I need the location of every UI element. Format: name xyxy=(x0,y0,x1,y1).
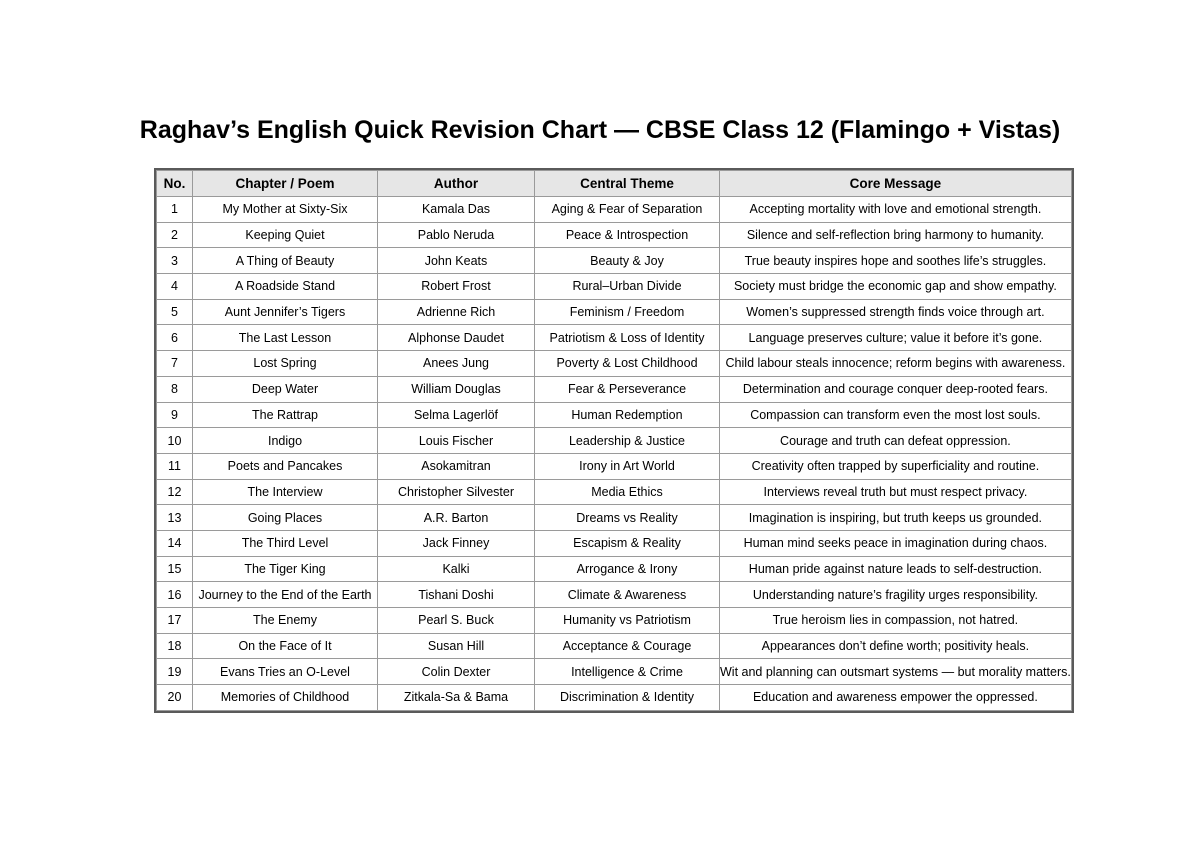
table-header-row xyxy=(157,171,1072,197)
cell-author: Kalki xyxy=(378,556,535,582)
cell-no: 4 xyxy=(157,274,193,300)
table-row xyxy=(157,428,1072,454)
cell-author: Robert Frost xyxy=(378,274,535,300)
table-row xyxy=(157,376,1072,402)
cell-chapter: Poets and Pancakes xyxy=(193,453,378,479)
cell-chapter: The Last Lesson xyxy=(193,325,378,351)
cell-message: True beauty inspires hope and soothes life’s struggles. xyxy=(720,248,1072,274)
cell-theme: Feminism / Freedom xyxy=(535,299,720,325)
cell-chapter: The Interview xyxy=(193,479,378,505)
cell-author: Kamala Das xyxy=(378,197,535,223)
cell-message: Imagination is inspiring, but truth keeps us grounded. xyxy=(720,505,1072,531)
cell-author: Colin Dexter xyxy=(378,659,535,685)
cell-message: Compassion can transform even the most lost souls. xyxy=(720,402,1072,428)
cell-no: 14 xyxy=(157,530,193,556)
cell-message: Child labour steals innocence; reform begins with awareness. xyxy=(720,351,1072,377)
cell-message: Human mind seeks peace in imagination during chaos. xyxy=(720,530,1072,556)
cell-chapter: Deep Water xyxy=(193,376,378,402)
cell-no: 18 xyxy=(157,633,193,659)
table-row xyxy=(157,325,1072,351)
table-row xyxy=(157,453,1072,479)
table-row xyxy=(157,248,1072,274)
cell-author: Zitkala-Sa & Bama xyxy=(378,685,535,711)
revision-table-frame xyxy=(154,168,1074,713)
table-row xyxy=(157,659,1072,685)
cell-author: Selma Lagerlöf xyxy=(378,402,535,428)
cell-message: Interviews reveal truth but must respect privacy. xyxy=(720,479,1072,505)
cell-author: Anees Jung xyxy=(378,351,535,377)
cell-theme: Arrogance & Irony xyxy=(535,556,720,582)
cell-message: Appearances don’t define worth; positivity heals. xyxy=(720,633,1072,659)
cell-chapter: Going Places xyxy=(193,505,378,531)
cell-theme: Escapism & Reality xyxy=(535,530,720,556)
table-row xyxy=(157,274,1072,300)
cell-theme: Leadership & Justice xyxy=(535,428,720,454)
cell-chapter: The Tiger King xyxy=(193,556,378,582)
cell-theme: Acceptance & Courage xyxy=(535,633,720,659)
cell-chapter: A Thing of Beauty xyxy=(193,248,378,274)
table-header xyxy=(157,171,1072,197)
header-chapter: Chapter / Poem xyxy=(193,171,378,197)
cell-no: 10 xyxy=(157,428,193,454)
cell-author: Pablo Neruda xyxy=(378,222,535,248)
cell-chapter: Keeping Quiet xyxy=(193,222,378,248)
cell-no: 19 xyxy=(157,659,193,685)
table-row xyxy=(157,633,1072,659)
cell-theme: Rural–Urban Divide xyxy=(535,274,720,300)
cell-theme: Humanity vs Patriotism xyxy=(535,608,720,634)
cell-chapter: A Roadside Stand xyxy=(193,274,378,300)
cell-chapter: The Rattrap xyxy=(193,402,378,428)
cell-message: Accepting mortality with love and emotional strength. xyxy=(720,197,1072,223)
cell-author: John Keats xyxy=(378,248,535,274)
cell-message: Creativity often trapped by superficiality and routine. xyxy=(720,453,1072,479)
cell-author: Alphonse Daudet xyxy=(378,325,535,351)
cell-author: Jack Finney xyxy=(378,530,535,556)
cell-no: 11 xyxy=(157,453,193,479)
table-row xyxy=(157,299,1072,325)
cell-theme: Fear & Perseverance xyxy=(535,376,720,402)
cell-chapter: Lost Spring xyxy=(193,351,378,377)
cell-theme: Aging & Fear of Separation xyxy=(535,197,720,223)
cell-chapter: Aunt Jennifer’s Tigers xyxy=(193,299,378,325)
header-no: No. xyxy=(157,171,193,197)
cell-no: 15 xyxy=(157,556,193,582)
cell-message: Society must bridge the economic gap and show empathy. xyxy=(720,274,1072,300)
cell-chapter: The Third Level xyxy=(193,530,378,556)
cell-no: 5 xyxy=(157,299,193,325)
cell-theme: Dreams vs Reality xyxy=(535,505,720,531)
cell-chapter: Evans Tries an O-Level xyxy=(193,659,378,685)
cell-message: Education and awareness empower the oppressed. xyxy=(720,685,1072,711)
cell-message: Language preserves culture; value it before it’s gone. xyxy=(720,325,1072,351)
cell-author: Tishani Doshi xyxy=(378,582,535,608)
cell-theme: Beauty & Joy xyxy=(535,248,720,274)
cell-theme: Human Redemption xyxy=(535,402,720,428)
cell-theme: Media Ethics xyxy=(535,479,720,505)
cell-chapter: The Enemy xyxy=(193,608,378,634)
cell-theme: Poverty & Lost Childhood xyxy=(535,351,720,377)
cell-message: Determination and courage conquer deep-rooted fears. xyxy=(720,376,1072,402)
cell-no: 8 xyxy=(157,376,193,402)
cell-author: William Douglas xyxy=(378,376,535,402)
cell-author: A.R. Barton xyxy=(378,505,535,531)
cell-author: Asokamitran xyxy=(378,453,535,479)
cell-no: 16 xyxy=(157,582,193,608)
table-row xyxy=(157,222,1072,248)
cell-no: 3 xyxy=(157,248,193,274)
cell-author: Susan Hill xyxy=(378,633,535,659)
cell-chapter: Journey to the End of the Earth xyxy=(193,582,378,608)
table-row xyxy=(157,402,1072,428)
cell-author: Louis Fischer xyxy=(378,428,535,454)
cell-theme: Irony in Art World xyxy=(535,453,720,479)
cell-no: 6 xyxy=(157,325,193,351)
cell-theme: Discrimination & Identity xyxy=(535,685,720,711)
header-message: Core Message xyxy=(720,171,1072,197)
cell-no: 9 xyxy=(157,402,193,428)
cell-theme: Climate & Awareness xyxy=(535,582,720,608)
cell-no: 1 xyxy=(157,197,193,223)
cell-theme: Peace & Introspection xyxy=(535,222,720,248)
header-author: Author xyxy=(378,171,535,197)
table-row xyxy=(157,530,1072,556)
table-row xyxy=(157,556,1072,582)
cell-chapter: On the Face of It xyxy=(193,633,378,659)
table-row xyxy=(157,608,1072,634)
table-row xyxy=(157,505,1072,531)
cell-author: Adrienne Rich xyxy=(378,299,535,325)
table-row xyxy=(157,351,1072,377)
table-body xyxy=(157,197,1072,711)
cell-author: Christopher Silvester xyxy=(378,479,535,505)
cell-message: Understanding nature’s fragility urges responsibility. xyxy=(720,582,1072,608)
cell-message: Women’s suppressed strength finds voice through art. xyxy=(720,299,1072,325)
cell-no: 12 xyxy=(157,479,193,505)
cell-theme: Patriotism & Loss of Identity xyxy=(535,325,720,351)
table-row xyxy=(157,582,1072,608)
table-row xyxy=(157,197,1072,223)
cell-message: Wit and planning can outsmart systems — but morality matters. xyxy=(720,659,1072,685)
cell-chapter: My Mother at Sixty-Six xyxy=(193,197,378,223)
table-row xyxy=(157,479,1072,505)
revision-table xyxy=(156,170,1072,711)
cell-no: 7 xyxy=(157,351,193,377)
cell-no: 20 xyxy=(157,685,193,711)
cell-no: 2 xyxy=(157,222,193,248)
cell-theme: Intelligence & Crime xyxy=(535,659,720,685)
cell-message: True heroism lies in compassion, not hatred. xyxy=(720,608,1072,634)
cell-message: Silence and self-reflection bring harmony to humanity. xyxy=(720,222,1072,248)
cell-author: Pearl S. Buck xyxy=(378,608,535,634)
page-title: Raghav’s English Quick Revision Chart — CBSE Class 12 (Flamingo + Vistas) xyxy=(139,116,1061,144)
cell-message: Human pride against nature leads to self-destruction. xyxy=(720,556,1072,582)
cell-no: 13 xyxy=(157,505,193,531)
cell-no: 17 xyxy=(157,608,193,634)
header-theme: Central Theme xyxy=(535,171,720,197)
cell-chapter: Indigo xyxy=(193,428,378,454)
cell-chapter: Memories of Childhood xyxy=(193,685,378,711)
cell-message: Courage and truth can defeat oppression. xyxy=(720,428,1072,454)
table-row xyxy=(157,685,1072,711)
